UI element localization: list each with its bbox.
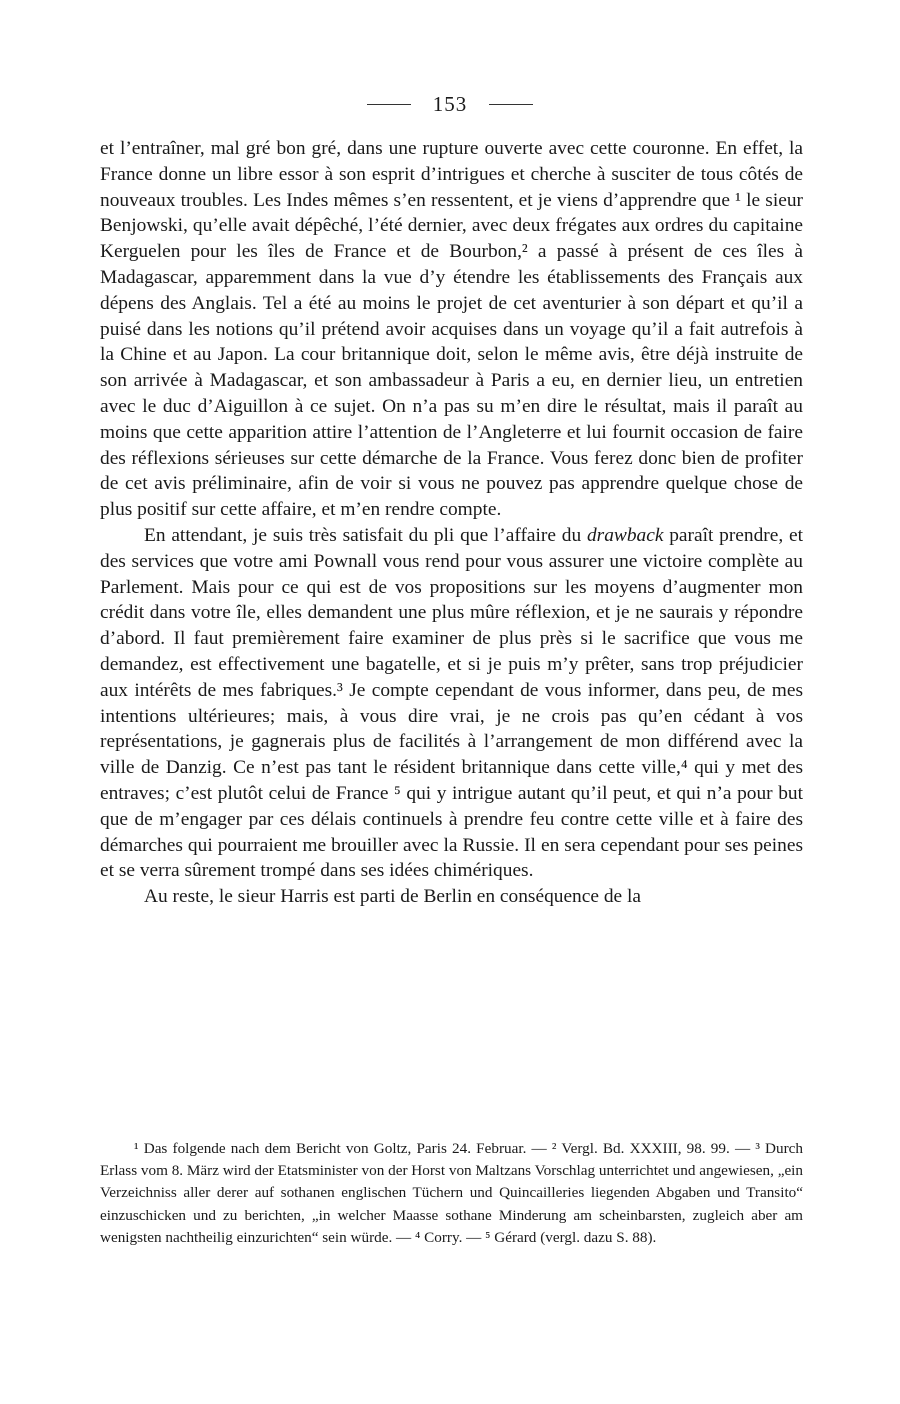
- italic-term: drawback: [586, 524, 664, 546]
- text-run: Au reste, le sieur Harris est parti de Berlin en conséquence de la: [144, 886, 641, 908]
- text-run: paraît prendre, et des services que votre ami Pownall vous rend pour vous assurer une victoire complète au Parlement. Mais pour ce qui est de vos propositions sur les moyens d’augmenter mon crédit dans votre île, elles demandent une plus mûre réflexion, et je ne saurais y répondre d’abord. Il faut premièrement faire examiner de plus près si le sacrifice que vous me demandez, est effectivement une bagatelle, et si je puis m’y prêter, sans trop préjudicier aux intérêts de mes fabriques.³ Je compte cependant de vous informer, dans peu, de mes intentions ultérieures; mais, à vous dire vrai, je ne crois pas qu’en cédant à vos représentations, je gagnerais plus de facilités à l’arrangement de mon différend avec la ville de Danzig. Ce n’est pas tant le résident britannique dans cette ville,⁴ qui y met des entraves; c’est plutôt celui de France ⁵ qui y intrigue autant qu’il peut, et qui n’a pour but que de m’engager par ces délais continuels à prendre feu contre cette ville et à faire des démarches qui pourraient me brouiller avec la Russie. Il en sera cependant pour ses peines et se verra sûrement trompé dans ses idées chimériques.: [100, 524, 804, 882]
- paragraph: [100, 136, 803, 523]
- header-rule-left: [367, 104, 411, 105]
- text-run: et l’entraîner, mal gré bon gré, dans une rupture ouverte avec cette couronne. En effet, la France donne un libre essor à son esprit d’intrigues et cherche à susciter de tous côtés de nouveaux troubles. Les Indes mêmes s’en ressentent, et je viens d’apprendre que ¹ le sieur Benjowski, qu’elle avait dépêché, l’été dernier, avec deux frégates aux ordres du capitaine Kerguelen pour les îles de France et de Bourbon,² a passé à présent de ces îles à Madagascar, apparemment dans la vue d’y étendre les établissements des Français aux dépens des Anglais. Tel a été au moins le projet de cet aventurier à son départ et qu’il a puisé dans les notions qu’il prétend avoir acquises dans un voyage qu’il a fait autrefois à la Chine et au Japon. La cour britannique doit, selon le même avis, être déjà instruite de son arrivée à Madagascar, et son ambassadeur à Paris a eu, en dernier lieu, un entretien avec le duc d’Aiguillon à ce sujet. On n’a pas su m’en dire le résultat, mais il paraît au moins que cette apparition attire l’attention de l’Angleterre et lui fournit occasion de faire des réflexions sérieuses sur cette démarche de la France. Vous ferez donc bien de profiter de cet avis préliminaire, afin de voir si vous ne pouvez pas apprendre quelque chose de plus positif sur cette affaire, et m’en rendre compte.: [100, 138, 803, 521]
- page-number: 153: [432, 92, 468, 116]
- paragraph: [100, 884, 803, 910]
- footnote-text: ¹ Das folgende nach dem Bericht von Goltz, Paris 24. Februar. — ² Vergl. Bd. XXXIII, 98. 99. — ³ Durch Erlass vom 8. März wird der Etatsminister von der Horst von Maltzans Vorschlag unterrichtet und angewiesen, „ein Verzeichniss aller derer auf sothanen englischen Tüchern und Quincailleries liegenden Abgaben und Transito“ einzuschicken und zu berichten, „in welcher Maasse sothane Minderung am scheinbarsten, zugleich aber am wenigsten nachtheilig einzurichten“ sein würde. — ⁴ Corry. — ⁵ Gérard (vergl. dazu S. 88).: [100, 1140, 803, 1246]
- text-run: En attendant, je suis très satisfait du pli que l’affaire du: [144, 524, 587, 546]
- header-rule-right: [489, 104, 533, 105]
- footnotes: [100, 1138, 803, 1249]
- page-header: [0, 92, 900, 117]
- paragraph: [100, 523, 803, 884]
- main-text: [100, 136, 803, 910]
